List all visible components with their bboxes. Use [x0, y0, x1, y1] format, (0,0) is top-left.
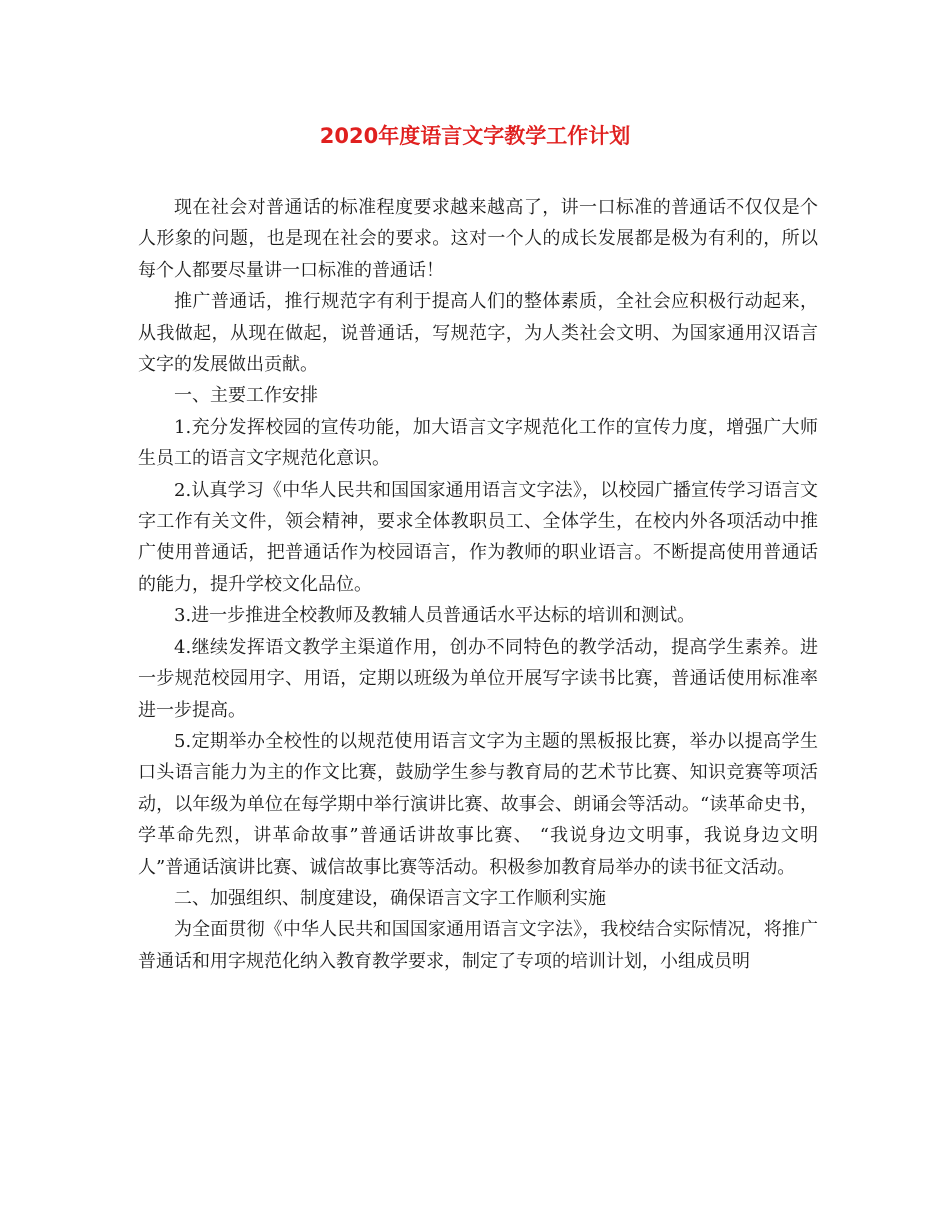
- section-heading: 一、主要工作安排: [174, 385, 318, 407]
- list-item: 5.定期举办全校性的以规范使用语言文字为主题的黑板报比赛，举办以提高学生口头语言能力为主的作文比赛，鼓励学生参与教育局的艺术节比赛、知识竞赛等项活动，以年级为单位在每学期中举行演讲比赛、故事会、朗诵会等活动。“读革命史书，学革命先烈，讲革命故事”普通话讲故事比赛、 “我说身边文明事，我说身边文明人”普通话演讲比赛、诚信故事比赛等活动。积极参加教育局举办的读书征文活动。: [138, 730, 818, 878]
- list-item: 1.充分发挥校园的宣传功能，加大语言文字规范化工作的宣传力度，增强广大师生员工的语言文字规范化意识。: [138, 416, 818, 470]
- list-item: 2.认真学习《中华人民共和国国家通用语言文字法》，以校园广播宣传学习语言文字工作有关文件，领会精神，要求全体教职员工、全体学生，在校内外各项活动中推广使用普通话，把普通话作为校园语言，作为教师的职业语言。不断提高使用普通话的能力，提升学校文化品位。: [138, 479, 818, 595]
- paragraph: 现在社会对普通话的标准程度要求越来越高了，讲一口标准的普通话不仅仅是个人形象的问题，也是现在社会的要求。这对一个人的成长发展都是极为有利的，所以每个人都要尽量讲一口标准的普通话！: [138, 197, 818, 281]
- list-item: 4.继续发挥语文教学主渠道作用，创办不同特色的教学活动，提高学生素养。进一步规范校园用字、用语，定期以班级为单位开展写字读书比赛，普通话使用标准率进一步提高。: [138, 636, 818, 721]
- list-item: 3.进一步推进全校教师及教辅人员普通话水平达标的培训和测试。: [174, 605, 696, 627]
- document-title: 2020年度语言文字教学工作计划: [319, 124, 631, 148]
- paragraph: 推广普通话，推行规范字有利于提高人们的整体素质，全社会应积极行动起来，从我做起，从现在做起，说普通话，写规范字，为人类社会文明、为国家通用汉语言文字的发展做出贡献。: [138, 291, 818, 376]
- document-body: [138, 192, 818, 977]
- paragraph: 为全面贯彻《中华人民共和国国家通用语言文字法》，我校结合实际情况，将推广普通话和用字规范化纳入教育教学要求，制定了专项的培训计划，小组成员明: [138, 919, 818, 972]
- section-heading: 二、加强组织、制度建设，确保语言文字工作顺利实施: [174, 887, 606, 909]
